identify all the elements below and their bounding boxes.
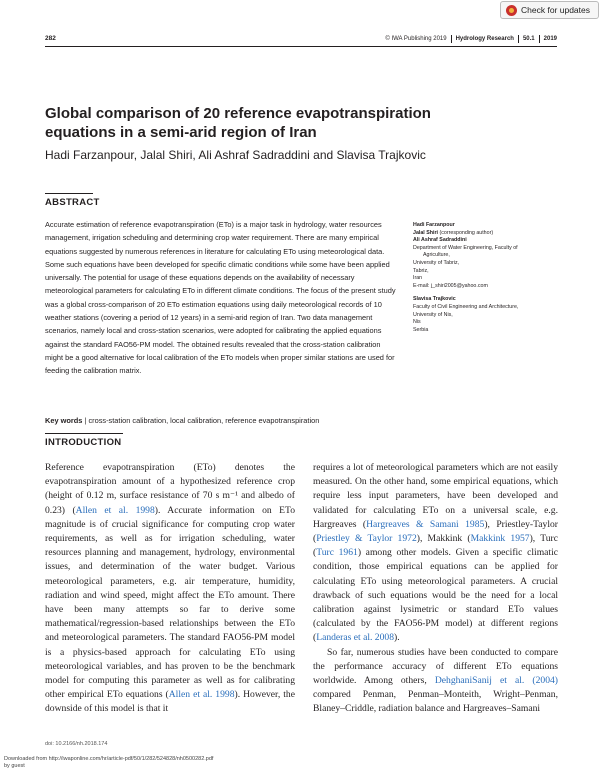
doi: doi: 10.2166/nh.2018.174 (45, 741, 108, 747)
affil-country: Serbia (413, 326, 429, 333)
affil-university: University of Tabriz, (413, 259, 460, 266)
abstract-heading: ABSTRACT (45, 197, 100, 208)
year: 2019 (543, 36, 557, 42)
intro-left-column (45, 461, 295, 717)
affil-dept: Agriculture, (423, 252, 450, 259)
affil-city: Nis (413, 319, 421, 326)
abstract-text: Accurate estimation of reference evapotranspiration (ETo) is a major task in hydrology, water resources management, irrigation scheduling and determining crop water requirement. There are many empirical equations suggested by numerous references in literature for calculating ETo using meteorological data. Some such equations have been developed for specific climatic conditions while some have been applied universally. The potential for usage of these equations depends on the availability of necessary meteorological parameters for calculating ETo in different climate conditions. The focus of the present study was a global cross-comparison of 20 ETo estimation equations using daily meteorological records of 10 weather stations (covering a period of 12 years) in a semi-arid region of Iran. Two data management scenarios, namely local and cross-station scenarios, were adopted for calibrating the applied equations against the standard FAO56-PM model. The obtained results revealed that the cross-station calibration might be a good alternative for local calibration of the ETo models when proper similar stations are used for feeding the calibration matrix. (45, 220, 396, 376)
download-url: Downloaded from http://iwaponline.com/hr/article-pdf/50/1/282/524828/nh0500282.pdf (4, 756, 214, 762)
keywords (45, 416, 319, 425)
affil-dept: Department of Water Engineering, Faculty of (413, 244, 518, 251)
citation-link[interactable]: Turc 1961 (316, 547, 358, 559)
header-separator (518, 35, 519, 43)
affil-author: Ali Ashraf Sadraddini (413, 237, 467, 244)
intro-paragraph: requires a lot of meteorological parameters which are not easily measured. On the other hand, some empirical equations, which require less input parameters, have been developed and validated for calculating ETo on a universal scale, e.g. Hargreaves (Hargreaves & Samani 1985), Priestley-Taylor (Priestley & Taylor 1972), Makkink (Makkink 1957), Turc (Turc 1961) among other models. Given a specific climatic condition, those empirical equations can be applied for calculating ETo using meteorological parameters. A crucial drawback of such equations would be the need for a local calibration against lysimetric or standard ETo values (calculated by the FAO56-PM model) at different regions (Landeras et al. 2008). (313, 462, 558, 644)
article-title: Global comparison of 20 reference evapotranspiration equations in a semi-arid region of Iran (45, 105, 431, 141)
abstract-rule (45, 193, 93, 194)
intro-paragraph: So far, numerous studies have been conducted to compare the performance accuracy of different ETo equations worldwide. Among others, DehghaniSanij et al. (2004) compared Penman, Penman–Monteith, Wright–Penman, Blaney–Criddle, radiation balance and Hargreaves–Samani (313, 646, 558, 715)
citation-link[interactable]: Makkink 1957 (470, 533, 530, 545)
citation-link[interactable]: Priestley & Taylor 1972 (316, 533, 417, 545)
running-header-right (385, 35, 557, 43)
check-for-updates-button[interactable] (500, 1, 599, 19)
affil-author: Slavisa Trajkovic (413, 296, 456, 303)
header-separator (451, 35, 452, 43)
citation-link[interactable]: Allen et al. 1998 (168, 689, 235, 701)
header-rule (45, 46, 557, 47)
keywords-separator: | (84, 416, 89, 425)
crossmark-icon (506, 5, 517, 16)
running-header (45, 34, 557, 46)
citation-link[interactable]: Hargreaves & Samani 1985 (366, 518, 485, 530)
page-number: 282 (45, 35, 56, 42)
intro-paragraph: Reference evapotranspiration (ETo) denotes the evapotranspiration amount of a hypothesized reference crop (height of 0.12 m, surface resistance of 70 s m⁻¹ and albedo of 0.23) (Allen et al. 1998). Accurate information on ETo magnitude is of crucial significance for computing crop water requirements, as well as for irrigation scheduling, water resources planning and management, hydrology, environmental issues, and determination of the water budget. Various meteorological parameters, e.g. air temperature, humidity, radiation and wind speed, might affect the ETo amount. There have been many attempts so far to derive some mathematical/regression-based relationships between the ETo and meteorological parameters. The standard FAO56-PM model is a physics-based approach for calculating ETo using meteorological variables, and has proven to be the benchmark model for computing this parameter as well as for calibrating other empirical ETo equations (Allen et al. 1998). However, the downside of this model is that it (45, 462, 296, 715)
download-notice (4, 756, 213, 770)
citation-link[interactable]: Landeras et al. 2008 (316, 632, 394, 644)
affil-city: Tabriz, (413, 267, 429, 274)
citation-link[interactable]: DehghaniSanij et al. (2004) (434, 675, 558, 687)
affil-author: Jalal Shiri (corresponding author) (413, 229, 494, 236)
download-by: by guest (4, 763, 25, 769)
affil-author: Hadi Farzanpour (413, 222, 455, 228)
copyright: © IWA Publishing 2019 (385, 36, 447, 42)
introduction-heading: INTRODUCTION (45, 437, 122, 448)
keywords-label: Key words (45, 416, 83, 425)
header-separator (539, 35, 540, 43)
check-for-updates-label: Check for updates (521, 5, 590, 15)
affil-university: University of Nis, (413, 311, 453, 318)
citation-link[interactable]: Allen et al. 1998 (75, 504, 155, 516)
affil-country: Iran (413, 275, 423, 282)
affil-dept: Faculty of Civil Engineering and Architecture, (413, 303, 519, 310)
journal-name: Hydrology Research (455, 36, 514, 42)
affiliations (413, 222, 563, 334)
affil-email: E-mail: j_shiri2005@yahoo.com (413, 282, 488, 289)
author-list: Hadi Farzanpour, Jalal Shiri, Ali Ashraf Sadraddini and Slavisa Trajkovic (45, 148, 426, 162)
volume: 50.1 (522, 36, 535, 42)
introduction-rule (45, 433, 123, 434)
keywords-list: cross-station calibration, local calibration, reference evapotranspiration (88, 416, 320, 425)
intro-right-column (313, 461, 558, 717)
